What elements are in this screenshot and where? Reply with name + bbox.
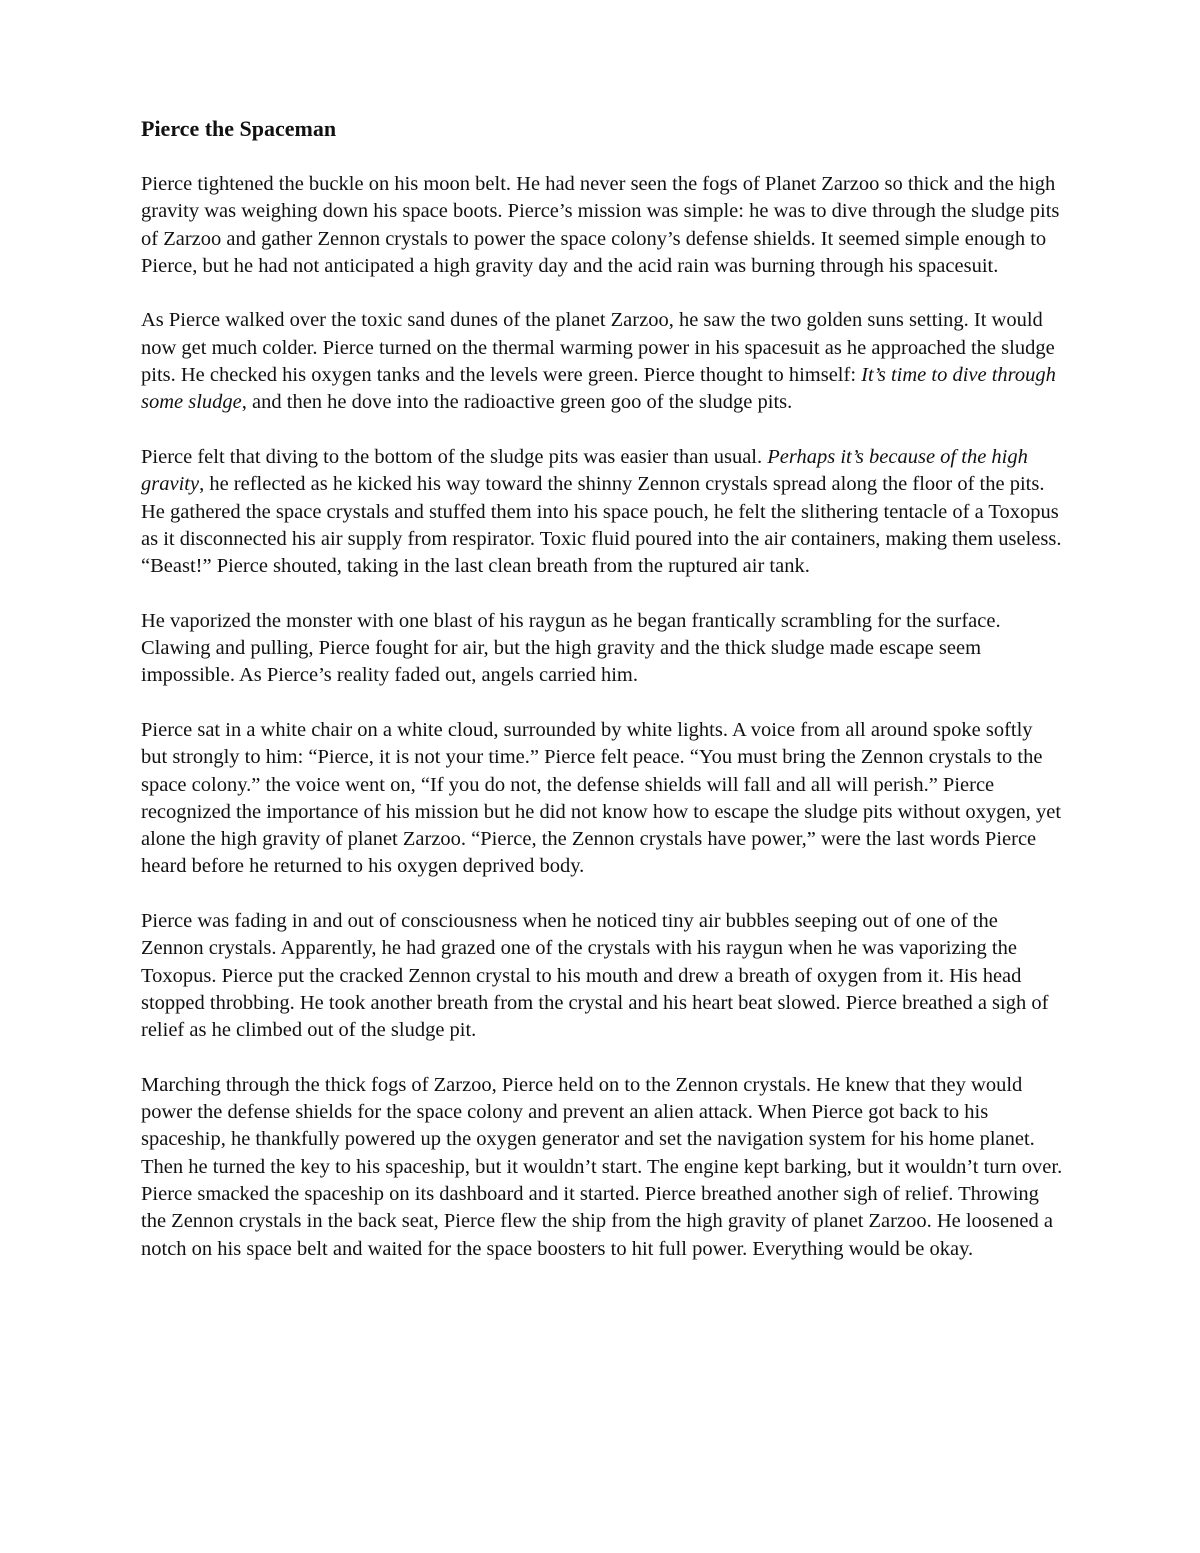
paragraph-text: , he reflected as he kicked his way toward the shinny Zennon crystals spread along the floor of the pits. He gathered the space crystals and stuffed them into his space pouch, he felt the slithering tentacle of a Toxopus as it disconnected his air supply from respirator. Toxic fluid poured into the air containers, making them useless. “Beast!” Pierce shouted, taking in the last clean breath from the ruptured air tank. <box>141 473 1062 578</box>
paragraph-italic-text: It’s time to dive through some sludge <box>141 364 1056 414</box>
page-title: Pierce the Spaceman <box>141 116 337 141</box>
paragraph <box>141 608 1063 690</box>
paragraph-text: Pierce tightened the buckle on his moon belt. He had never seen the fogs of Planet Zarzoo so thick and the high gravity was weighing down his space boots. Pierce’s mission was simple: he was to dive through the sludge pits of Zarzoo and gather Zennon crystals to power the space colony’s defense shields. It seemed simple enough to Pierce, but he had not anticipated a high gravity day and the acid rain was burning through his spacesuit. <box>141 173 1060 277</box>
paragraph-italic-text: Perhaps it’s because of the high gravity <box>141 445 1028 496</box>
document-body <box>141 114 1063 1263</box>
paragraph <box>141 908 1063 1044</box>
paragraph-text: Pierce sat in a white chair on a white cloud, surrounded by white lights. A voice from all around spoke softly but strongly to him: “Pierce, it is not your time.” Pierce felt peace. “You must bring the Zennon crystals to the space colony.” the voice went on, “If you do not, the defense shields will fall and all will perish.” Pierce recognized the importance of his mission but he did not know how to escape the sludge pits without oxygen, yet alone the high gravity of planet Zarzoo. “Pierce, the Zennon crystals have power,” were the last words Pierce heard before he returned to his oxygen deprived body. <box>141 718 1062 878</box>
paragraph <box>141 717 1063 881</box>
paragraph-text: As Pierce walked over the toxic sand dunes of the planet Zarzoo, he saw the two golden suns setting. It would now get much colder. Pierce turned on the thermal warming power in his spacesuit as he approached the sludge pits. He checked his oxygen tanks and the levels were green. Pierce thought to himself: <box>141 309 1055 387</box>
paragraph <box>141 307 1063 416</box>
paragraph-text: Pierce felt that diving to the bottom of the sludge pits was easier than usual. <box>141 445 768 468</box>
paragraph-text: Marching through the thick fogs of Zarzoo, Pierce held on to the Zennon crystals. He knew that they would power the defense shields for the space colony and prevent an alien attack. When Pierce got back to his spaceship, he thankfully powered up the oxygen generator and set the navigation system for his home planet. Then he turned the key to his spaceship, but it wouldn’t start. The engine kept barking, but it wouldn’t turn over. Pierce smacked the spaceship on its dashboard and it started. Pierce breathed another sigh of relief. Throwing the Zennon crystals in the back seat, Pierce flew the ship from the high gravity of planet Zarzoo. He loosened a notch on his space belt and waited for the space boosters to hit full power. Everything would be okay. <box>141 1073 1063 1260</box>
paragraph <box>141 1072 1063 1263</box>
paragraph-text: , and then he dove into the radioactive green goo of the sludge pits. <box>241 391 793 414</box>
paragraph-text: He vaporized the monster with one blast of his raygun as he began frantically scrambling for the surface. Clawing and pulling, Pierce fought for air, but the high gravity and the thick sludge made escape seem impossible. As Pierce’s reality faded out, angels carried him. <box>141 609 1001 687</box>
paragraph <box>141 444 1063 580</box>
paragraph <box>141 171 1063 280</box>
paragraph-text: Pierce was fading in and out of consciousness when he noticed tiny air bubbles seeping out of one of the Zennon crystals. Apparently, he had grazed one of the crystals with his raygun when he was vaporizing the Toxopus. Pierce put the cracked Zennon crystal to his mouth and drew a breath of oxygen from it. His head stopped throbbing. He took another breath from the crystal and his heart beat slowed. Pierce breathed a sigh of relief as he climbed out of the sludge pit. <box>141 910 1049 1042</box>
